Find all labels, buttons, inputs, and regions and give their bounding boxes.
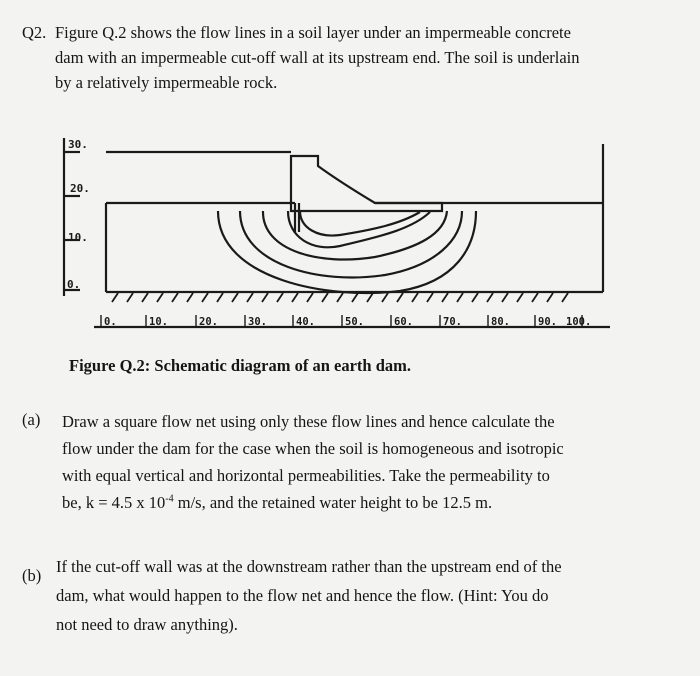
x-label-90: 90. <box>538 316 557 328</box>
part-b-label: (b) <box>22 566 42 585</box>
x-label-100: 100. <box>566 316 592 328</box>
part-b-line-2: dam, what would happen to the flow net and hence the flow. (Hint: You do <box>56 586 549 605</box>
x-label-10: 10. <box>149 316 168 328</box>
y-label-10: 10. <box>68 231 88 244</box>
part-a-line-4-end: m/s, and the retained water height to be 12.5 m. <box>173 493 493 512</box>
part-a-line-4 <box>62 489 672 516</box>
question-number: Q2. <box>22 23 47 42</box>
part-a-label: (a) <box>22 410 41 429</box>
x-label-60: 60. <box>394 316 413 328</box>
part-a-line-2: flow under the dam for the case when the soil is homogeneous and isotropic <box>62 439 564 458</box>
part-a-line-4-start: be, k = 4.5 x 10 <box>62 493 166 512</box>
flow-line-4 <box>218 211 476 293</box>
x-label-80: 80. <box>491 316 510 328</box>
x-label-70: 70. <box>443 316 462 328</box>
part-a-line-1: Draw a square flow net using only these flow lines and hence calculate the <box>62 412 555 431</box>
figure-caption: Figure Q.2: Schematic diagram of an earth dam. <box>69 356 412 375</box>
part-b-line-1: If the cut-off wall was at the downstream rather than the upstream end of the <box>56 557 562 576</box>
x-label-20: 20. <box>199 316 218 328</box>
question-line-2: dam with an impermeable cut-off wall at its upstream end. The soil is underlain <box>55 48 580 67</box>
y-label-20: 20. <box>70 182 90 195</box>
flow-line-inner <box>300 211 420 236</box>
flow-line-2 <box>263 211 447 260</box>
x-label-0: 0. <box>104 316 117 328</box>
y-label-0: 0. <box>67 278 81 291</box>
question-line-1: Figure Q.2 shows the flow lines in a soil layer under an impermeable concrete <box>55 23 571 42</box>
rock-hatching <box>112 293 568 302</box>
part-a-text <box>62 408 672 516</box>
x-label-40: 40. <box>296 316 315 328</box>
permeability-exponent: -4 <box>165 493 174 505</box>
part-a-line-3: with equal vertical and horizontal permeabilities. Take the permeability to <box>62 466 550 485</box>
y-label-30: 30. <box>68 138 88 151</box>
question-line-3: by a relatively impermeable rock. <box>55 73 278 92</box>
x-label-50: 50. <box>345 316 364 328</box>
part-b-line-3: not need to draw anything). <box>56 615 238 634</box>
concrete-dam <box>291 156 442 211</box>
part-b-text <box>56 552 676 639</box>
x-label-30: 30. <box>248 316 267 328</box>
